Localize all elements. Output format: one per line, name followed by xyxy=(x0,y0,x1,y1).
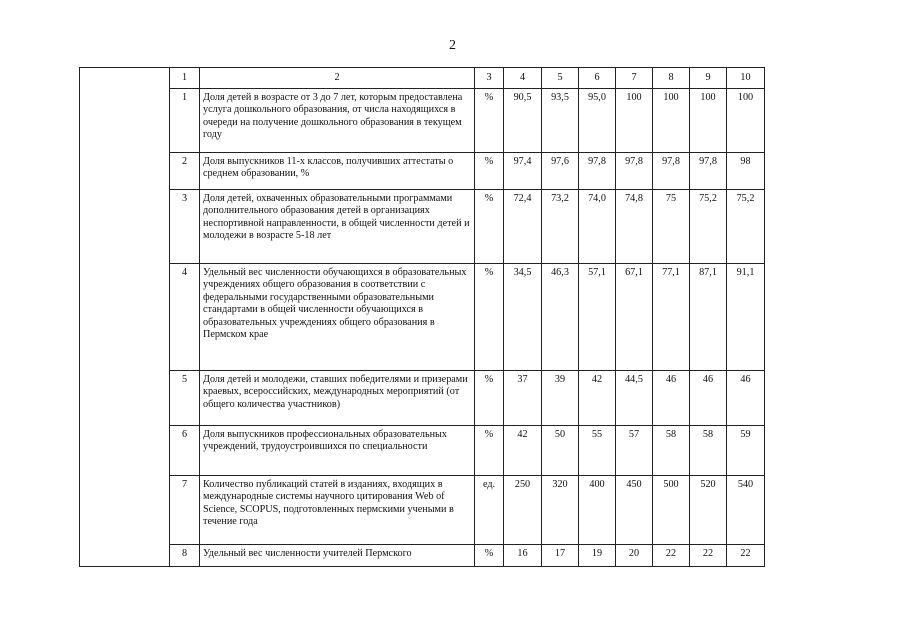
value-cell: 320 xyxy=(542,476,579,545)
header-cell: 5 xyxy=(542,68,579,89)
value-cell: 97,8 xyxy=(616,153,653,190)
value-cell: 93,5 xyxy=(542,89,579,153)
header-cell: 9 xyxy=(690,68,727,89)
value-cell: 58 xyxy=(690,426,727,476)
value-cell: 90,5 xyxy=(504,89,542,153)
unit-cell: % xyxy=(475,89,504,153)
row-number-cell: 7 xyxy=(170,476,200,545)
value-cell: 75,2 xyxy=(690,190,727,264)
indicator-name-cell: Удельный вес численности учителей Пермского xyxy=(200,545,475,567)
row-number-cell: 2 xyxy=(170,153,200,190)
value-cell: 50 xyxy=(542,426,579,476)
value-cell: 100 xyxy=(653,89,690,153)
value-cell: 59 xyxy=(727,426,765,476)
value-cell: 75 xyxy=(653,190,690,264)
table-row xyxy=(80,426,765,476)
header-cell: 3 xyxy=(475,68,504,89)
value-cell: 42 xyxy=(579,371,616,426)
value-cell: 22 xyxy=(690,545,727,567)
value-cell: 250 xyxy=(504,476,542,545)
value-cell: 19 xyxy=(579,545,616,567)
value-cell: 46 xyxy=(727,371,765,426)
unit-cell: ед. xyxy=(475,476,504,545)
value-cell: 97,8 xyxy=(690,153,727,190)
header-cell: 10 xyxy=(727,68,765,89)
unit-cell: % xyxy=(475,264,504,371)
value-cell: 46 xyxy=(653,371,690,426)
value-cell: 95,0 xyxy=(579,89,616,153)
value-cell: 100 xyxy=(727,89,765,153)
row-number-cell: 4 xyxy=(170,264,200,371)
table-row xyxy=(80,371,765,426)
value-cell: 55 xyxy=(579,426,616,476)
header-cell: 7 xyxy=(616,68,653,89)
table-row xyxy=(80,264,765,371)
indicator-name-cell: Доля детей в возрасте от 3 до 7 лет, которым предоставлена услуга дошкольного образования, от числа находящихся в очереди на получение дошкольного образования в текущем году xyxy=(200,89,475,153)
value-cell: 97,4 xyxy=(504,153,542,190)
row-number-cell: 3 xyxy=(170,190,200,264)
header-cell: 6 xyxy=(579,68,616,89)
value-cell: 77,1 xyxy=(653,264,690,371)
indicator-name-cell: Доля выпускников профессиональных образовательных учреждений, трудоустроившихся по специальности xyxy=(200,426,475,476)
unit-cell: % xyxy=(475,153,504,190)
value-cell: 57,1 xyxy=(579,264,616,371)
value-cell: 44,5 xyxy=(616,371,653,426)
row-number-cell: 1 xyxy=(170,89,200,153)
table-row xyxy=(80,190,765,264)
unit-cell: % xyxy=(475,190,504,264)
unit-cell: % xyxy=(475,371,504,426)
value-cell: 17 xyxy=(542,545,579,567)
row-number-cell: 6 xyxy=(170,426,200,476)
value-cell: 46 xyxy=(690,371,727,426)
header-cell: 4 xyxy=(504,68,542,89)
value-cell: 97,8 xyxy=(653,153,690,190)
blank-column xyxy=(80,68,170,567)
header-cell: 1 xyxy=(170,68,200,89)
row-number-cell: 8 xyxy=(170,545,200,567)
value-cell: 520 xyxy=(690,476,727,545)
unit-cell: % xyxy=(475,426,504,476)
value-cell: 400 xyxy=(579,476,616,545)
value-cell: 98 xyxy=(727,153,765,190)
indicator-name-cell: Количество публикаций статей в изданиях, входящих в международные системы научного цитирования Web of Science, SCOPUS, подготовленных пермскими учеными в течение года xyxy=(200,476,475,545)
header-cell: 2 xyxy=(200,68,475,89)
value-cell: 75,2 xyxy=(727,190,765,264)
indicators-table xyxy=(79,67,765,567)
value-cell: 20 xyxy=(616,545,653,567)
value-cell: 97,6 xyxy=(542,153,579,190)
value-cell: 100 xyxy=(690,89,727,153)
value-cell: 58 xyxy=(653,426,690,476)
value-cell: 57 xyxy=(616,426,653,476)
value-cell: 42 xyxy=(504,426,542,476)
table-row xyxy=(80,89,765,153)
unit-cell: % xyxy=(475,545,504,567)
value-cell: 500 xyxy=(653,476,690,545)
page-number: 2 xyxy=(449,38,456,53)
row-number-cell: 5 xyxy=(170,371,200,426)
value-cell: 72,4 xyxy=(504,190,542,264)
value-cell: 87,1 xyxy=(690,264,727,371)
value-cell: 73,2 xyxy=(542,190,579,264)
indicator-name-cell: Доля выпускников 11-х классов, получивших аттестаты о среднем образовании, % xyxy=(200,153,475,190)
indicator-name-cell: Удельный вес численности обучающихся в образовательных учреждениях общего образования в соответствии с федеральными государственными образовательными стандартами в общей численности обучающихся в образовательных учреждениях общего образования в Пермском крае xyxy=(200,264,475,371)
value-cell: 450 xyxy=(616,476,653,545)
value-cell: 97,8 xyxy=(579,153,616,190)
value-cell: 74,8 xyxy=(616,190,653,264)
table-row xyxy=(80,545,765,567)
value-cell: 34,5 xyxy=(504,264,542,371)
value-cell: 540 xyxy=(727,476,765,545)
value-cell: 37 xyxy=(504,371,542,426)
table-row xyxy=(80,153,765,190)
value-cell: 39 xyxy=(542,371,579,426)
header-cell: 8 xyxy=(653,68,690,89)
value-cell: 100 xyxy=(616,89,653,153)
value-cell: 22 xyxy=(653,545,690,567)
value-cell: 91,1 xyxy=(727,264,765,371)
table-header-row xyxy=(80,68,765,89)
value-cell: 74,0 xyxy=(579,190,616,264)
value-cell: 67,1 xyxy=(616,264,653,371)
value-cell: 16 xyxy=(504,545,542,567)
value-cell: 46,3 xyxy=(542,264,579,371)
indicator-name-cell: Доля детей, охваченных образовательными программами дополнительного образования детей в организациях неспортивной направленности, в общей численности детей и молодежи в возрасте 5-18 лет xyxy=(200,190,475,264)
table-row xyxy=(80,476,765,545)
value-cell: 22 xyxy=(727,545,765,567)
indicator-name-cell: Доля детей и молодежи, ставших победителями и призерами краевых, всероссийских, международных мероприятий (от общего количества участников) xyxy=(200,371,475,426)
